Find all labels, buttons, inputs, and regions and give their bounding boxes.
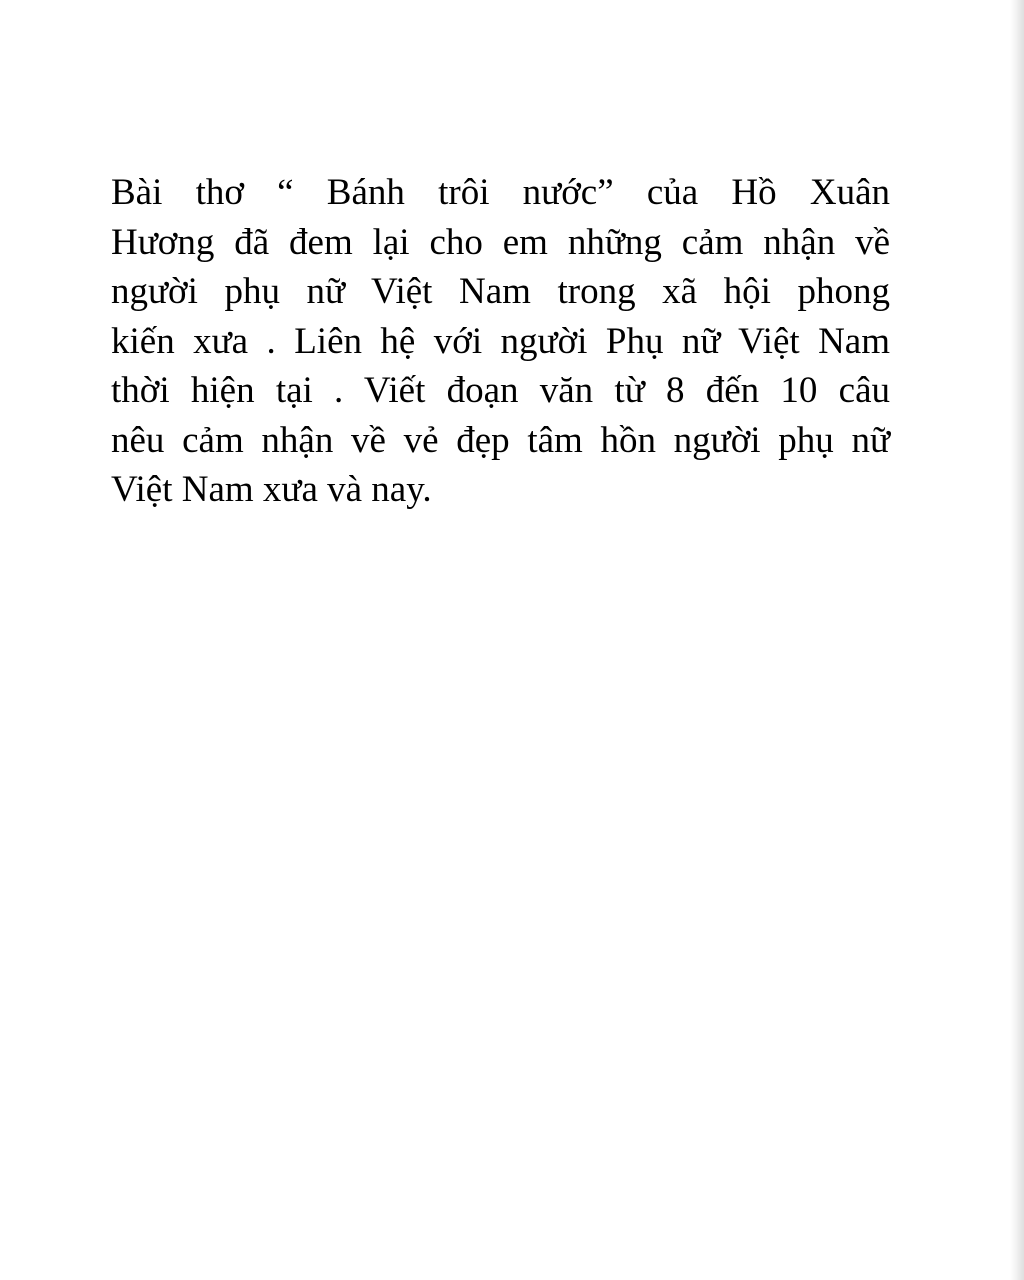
- prompt-line-2: Hương đã đem lại cho em những cảm nhận về: [111, 221, 890, 263]
- prompt-line-5: thời hiện tại . Viết đoạn văn từ 8 đến 10 câu: [111, 370, 890, 411]
- prompt-line-1: Bài thơ “ Bánh trôi nước” của Hồ Xuân: [111, 172, 890, 213]
- prompt-line-3: người phụ nữ Việt Nam trong xã hội phong: [111, 271, 890, 312]
- prompt-line-7: Việt Nam xưa và nay.: [111, 469, 432, 510]
- prompt-line-6: nêu cảm nhận về vẻ đẹp tâm hồn người phụ nữ: [111, 419, 890, 461]
- assignment-prompt: [111, 168, 890, 515]
- page-edge-shadow: [1010, 0, 1024, 1280]
- prompt-line-4: kiến xưa . Liên hệ với người Phụ nữ Việt Nam: [111, 320, 890, 362]
